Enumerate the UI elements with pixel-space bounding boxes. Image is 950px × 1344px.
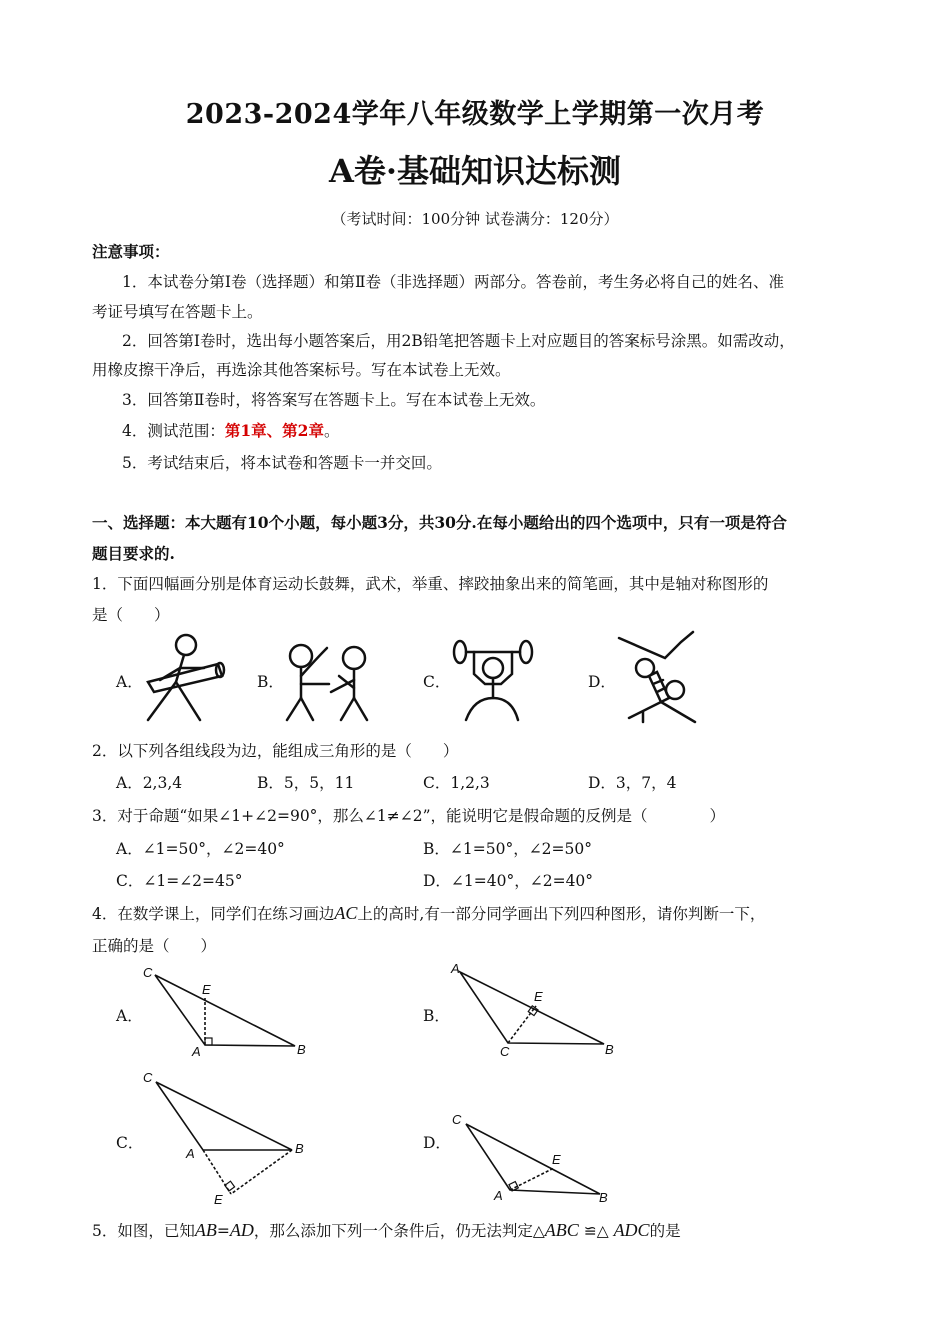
q3-stem: 3．对于命题“如果∠1+∠2=90°，那么∠1≠∠2”，能说明它是假命题的反例是（ ） — [92, 807, 726, 825]
q5-var-ab: AB — [194, 1220, 217, 1240]
q4-line1 — [92, 902, 765, 924]
q5-var-abc: ABC — [544, 1220, 579, 1240]
notes-heading: 注意事项： — [92, 242, 170, 261]
q2-option-d[interactable]: D．3，7，4 — [588, 774, 677, 792]
label-a: A — [494, 1188, 503, 1203]
q1-option-c[interactable]: C． — [423, 673, 451, 691]
q4-option-a[interactable]: A． — [116, 1007, 143, 1025]
q1-option-b[interactable]: B． — [257, 673, 284, 691]
q5-var-adc: ADC — [613, 1220, 650, 1240]
q5-part-c: 的是 — [649, 1222, 681, 1240]
exam-info: （考试时间：100分钟 试卷满分：120分） — [331, 210, 619, 228]
label-b: B — [295, 1141, 304, 1156]
q4-line2: 正确的是（ ） — [92, 937, 217, 955]
label-c: C — [452, 1112, 462, 1127]
q4-var-ac: AC — [334, 903, 358, 923]
label-c: C — [500, 1044, 510, 1059]
exam-title: 2023-2024学年八年级数学上学期第一次月考 — [185, 99, 765, 130]
q4-figure-c — [140, 1064, 320, 1214]
q2-option-b[interactable]: B．5，5，11 — [257, 774, 355, 792]
q3-option-b[interactable]: B．∠1=50°，∠2=50° — [423, 840, 593, 858]
note-5: 5．考试结束后，将本试卷和答题卡一并交回。 — [122, 454, 442, 472]
q5-stem — [92, 1219, 681, 1241]
q4-figure-a — [140, 960, 320, 1060]
q5-eq: = — [216, 1222, 230, 1240]
label-e: E — [214, 1192, 223, 1207]
note-4 — [122, 419, 339, 441]
label-c: C — [143, 965, 153, 980]
q1-line2: 是（ ） — [92, 606, 170, 624]
note-2-line2: 用橡皮擦干净后，再选涂其他答案标号。写在本试卷上无效。 — [92, 361, 511, 379]
note-2-line1: 2．回答第Ⅰ卷时，选出每小题答案后，用2B铅笔把答题卡上对应题目的答案标号涂黑。如需改动， — [122, 332, 795, 350]
q1-option-d[interactable]: D． — [588, 673, 616, 691]
label-e: E — [534, 989, 543, 1004]
q4-line1-b: 上的高时,有一部分同学画出下列四种图形，请你判断一下， — [357, 905, 766, 923]
note-1-line2: 考证号填写在答题卡上。 — [92, 303, 263, 321]
label-b: B — [605, 1042, 614, 1057]
q3-option-d[interactable]: D．∠1=40°，∠2=40° — [423, 872, 594, 890]
label-b: B — [297, 1042, 306, 1057]
q4-option-d[interactable]: D． — [423, 1134, 451, 1152]
label-a: A — [192, 1044, 201, 1059]
q5-part-b: ，那么添加下列一个条件后，仍无法判定△ — [253, 1222, 545, 1240]
q1-option-a[interactable]: A． — [116, 673, 143, 691]
note-3: 3．回答第Ⅱ卷时，将答案写在答题卡上。写在本试卷上无效。 — [122, 391, 546, 409]
label-b: B — [599, 1190, 608, 1205]
q4-figure-b — [448, 958, 628, 1063]
weightlifting-figure — [448, 638, 538, 723]
wrestling-figure — [613, 628, 705, 726]
note-4-suffix: 。 — [323, 422, 340, 440]
label-c: C — [143, 1070, 153, 1085]
label-e: E — [202, 982, 211, 997]
section1-heading-line2: 题目要求的. — [92, 544, 175, 563]
q5-part-a: 5．如图，已知 — [92, 1222, 195, 1240]
q3-option-a[interactable]: A．∠1=50°，∠2=40° — [116, 840, 285, 858]
q4-option-c[interactable]: C． — [116, 1134, 144, 1152]
q5-congruent: ≌△ — [578, 1222, 614, 1240]
q1-line1: 1．下面四幅画分别是体育运动长鼓舞，武术，举重、摔跤抽象出来的简笔画，其中是轴对称图形的 — [92, 575, 769, 593]
section1-heading-line1: 一、选择题：本大题有10个小题，每小题3分，共30分.在每小题给出的四个选项中，只有一项是符合 — [92, 513, 787, 532]
q5-var-ad: AD — [229, 1220, 254, 1240]
note-1-line1: 1．本试卷分第Ⅰ卷（选择题）和第Ⅱ卷（非选择题）两部分。答卷前，考生务必将自己的姓名、准 — [122, 273, 785, 291]
q4-option-b[interactable]: B． — [423, 1007, 450, 1025]
note-4-prefix: 4．测试范围： — [122, 422, 225, 440]
label-a: A — [186, 1146, 195, 1161]
q3-option-c[interactable]: C．∠1=∠2=45° — [116, 872, 243, 890]
q4-line1-a: 4．在数学课上，同学们在练习画边 — [92, 905, 335, 923]
q2-option-a[interactable]: A．2,3,4 — [116, 774, 183, 792]
martial-arts-figure — [283, 640, 373, 725]
q2-option-c[interactable]: C．1,2,3 — [423, 774, 490, 792]
q4-figure-d — [448, 1108, 628, 1208]
q2-stem: 2．以下列各组线段为边，能组成三角形的是（ ） — [92, 742, 459, 760]
label-e: E — [552, 1152, 561, 1167]
test-scope: 第1章、第2章 — [224, 421, 324, 440]
long-drum-dance-figure — [140, 630, 230, 725]
label-a: A — [451, 961, 460, 976]
exam-subtitle: A卷·基础知识达标测 — [329, 152, 621, 190]
